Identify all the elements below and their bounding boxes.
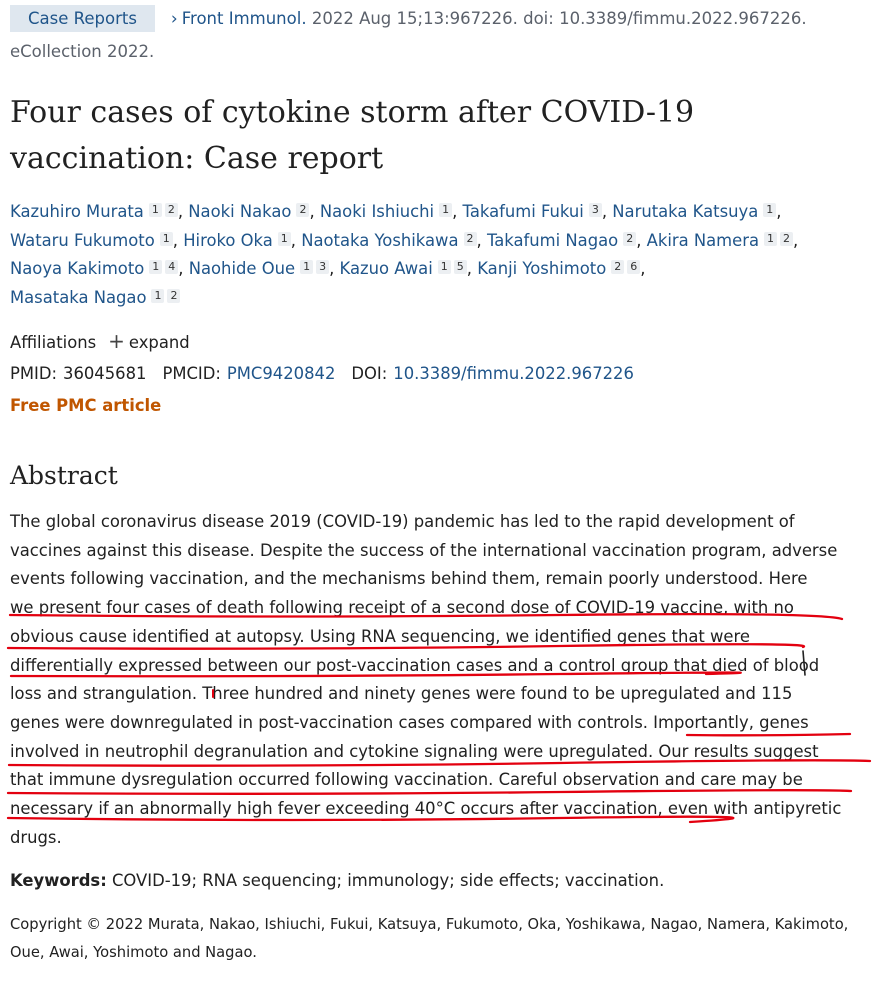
affiliation-badge[interactable]: 5	[454, 260, 467, 274]
affiliation-badge[interactable]: 2	[296, 203, 309, 217]
affiliation-badge[interactable]: 3	[316, 260, 329, 274]
abstract-line: involved in neutrophil degranulation and cytokine signaling were upregulated. Our results suggest	[10, 741, 819, 761]
author-link[interactable]: Naohide Oue	[188, 259, 296, 279]
author-separator: ,	[776, 202, 782, 221]
author-entry	[647, 231, 799, 250]
author-entry	[10, 259, 189, 278]
journal-link[interactable]: Front Immunol.	[181, 9, 307, 28]
affiliation-badge[interactable]: 1	[149, 203, 162, 217]
author-separator: ,	[329, 259, 340, 279]
author-entry	[183, 231, 301, 250]
doi-label: DOI:	[351, 364, 388, 383]
abstract-line: events following vaccination, and the mechanisms behind them, remain poorly understood. Here	[10, 569, 808, 589]
author-link[interactable]: Masataka Nagao	[10, 288, 147, 308]
expand-affiliations-button[interactable]	[96, 329, 190, 353]
author-separator: ,	[466, 259, 478, 279]
pmcid-link[interactable]: PMC9420842	[226, 364, 336, 383]
article-type-tag[interactable]: Case Reports	[10, 5, 155, 32]
abstract-line: differentially expressed between our post-vaccination cases and a control group that died of blood	[10, 655, 820, 675]
author-separator: ,	[476, 230, 487, 250]
affiliation-badge[interactable]: 2	[167, 289, 180, 303]
chevron-right-icon: ›	[170, 9, 178, 29]
author-separator: ,	[309, 202, 320, 221]
abstract-line: loss and strangulation. Three hundred and ninety genes were found to be upregulated and 115	[10, 684, 793, 704]
author-separator: ,	[640, 259, 646, 279]
author-entry	[487, 231, 647, 250]
author-link[interactable]: Narutaka Katsuya	[612, 202, 759, 221]
abstract-line: genes were downregulated in post-vaccination cases compared with controls. Importantly, genes	[10, 712, 809, 732]
author-separator: ,	[452, 202, 463, 221]
affiliation-badge[interactable]: 2	[780, 232, 793, 246]
affiliation-badge[interactable]: 1	[300, 260, 313, 274]
abstract-line: drugs.	[10, 827, 62, 847]
author-link[interactable]: Kazuhiro Murata	[10, 202, 144, 221]
keywords-row	[10, 869, 664, 893]
affiliation-badge[interactable]: 2	[464, 232, 477, 246]
author-entry	[463, 202, 613, 221]
affiliation-badge[interactable]: 1	[764, 232, 777, 246]
author-entry	[10, 231, 183, 250]
abstract-line: that immune dysregulation occurred following vaccination. Careful observation and care may be	[10, 770, 803, 790]
affiliation-badge[interactable]: 1	[439, 203, 452, 217]
author-separator: ,	[178, 259, 189, 279]
affiliations-row	[10, 329, 190, 355]
affiliations-label: Affiliations	[10, 333, 97, 352]
author-separator: ,	[177, 202, 189, 221]
ecollection-text: eCollection 2022.	[10, 42, 155, 61]
abstract-heading: Abstract	[10, 461, 118, 490]
author-entry	[10, 288, 180, 307]
abstract-line: we present four cases of death following receipt of a second dose of COVID-19 vaccine, with no	[10, 598, 794, 618]
affiliation-badge[interactable]: 1	[278, 232, 291, 246]
author-entry	[477, 259, 645, 278]
author-list	[10, 198, 870, 313]
affiliation-badge[interactable]: 2	[611, 260, 624, 274]
affiliation-badge[interactable]: 6	[627, 260, 640, 274]
author-entry	[340, 259, 478, 278]
author-link[interactable]: Hiroko Oka	[183, 230, 273, 250]
abstract-text	[10, 508, 876, 852]
author-link[interactable]: Naotaka Yoshikawa	[301, 230, 459, 250]
plus-icon: +	[108, 329, 125, 353]
abstract-line: necessary if an abnormally high fever exceeding 40°C occurs after vaccination, even with antipyretic	[10, 799, 842, 819]
citation-text: 2022 Aug 15;13:967226. doi: 10.3389/fimmu.2022.967226.	[311, 9, 807, 28]
pmid-label: PMID:	[10, 364, 58, 383]
author-separator: ,	[636, 230, 647, 250]
author-link[interactable]: Wataru Fukumoto	[10, 230, 155, 250]
author-entry	[301, 231, 487, 250]
author-link[interactable]: Kazuo Awai	[339, 259, 433, 279]
author-link[interactable]: Naoki Ishiuchi	[319, 202, 435, 221]
author-separator: ,	[601, 202, 613, 221]
affiliation-badge[interactable]: 3	[589, 203, 602, 217]
author-separator: ,	[793, 230, 799, 250]
abstract-line: The global coronavirus disease 2019 (COVID-19) pandemic has led to the rapid development of	[10, 512, 795, 531]
keywords-text: COVID-19; RNA sequencing; immunology; side effects; vaccination.	[111, 871, 665, 890]
abstract-line: vaccines against this disease. Despite the success of the international vaccination program, adverse	[10, 540, 838, 560]
abstract-line: obvious cause identified at autopsy. Using RNA sequencing, we identified genes that were	[10, 626, 750, 646]
author-entry	[188, 202, 320, 221]
pmcid-label: PMCID:	[162, 364, 221, 383]
citation-header	[10, 4, 874, 64]
author-link[interactable]: Naoya Kakimoto	[10, 259, 145, 279]
doi-link[interactable]: 10.3389/fimmu.2022.967226	[393, 364, 634, 383]
keywords-label: Keywords:	[10, 871, 107, 890]
expand-label: expand	[128, 333, 190, 352]
author-link[interactable]: Kanji Yoshimoto	[477, 259, 607, 279]
affiliation-badge[interactable]: 1	[151, 289, 164, 303]
article-title: Four cases of cytokine storm after COVID-19 vaccination: Case report	[10, 95, 695, 176]
author-link[interactable]: Takafumi Nagao	[486, 230, 619, 250]
author-entry	[612, 202, 781, 221]
author-link[interactable]: Naoki Nakao	[188, 202, 292, 221]
author-link[interactable]: Takafumi Fukui	[462, 202, 584, 221]
free-pmc-article-link[interactable]: Free PMC article	[10, 396, 162, 415]
identifiers-row	[10, 362, 634, 386]
author-link[interactable]: Akira Namera	[646, 230, 760, 250]
author-entry	[10, 202, 188, 221]
pmid-value: 36045681	[63, 364, 147, 383]
affiliation-badge[interactable]: 4	[165, 260, 178, 274]
author-separator: ,	[172, 230, 184, 250]
affiliation-badge[interactable]: 2	[165, 203, 178, 217]
copyright-text: Copyright © 2022 Murata, Nakao, Ishiuchi, Fukui, Katsuya, Fukumoto, Oka, Yoshikawa, Nagao, Namera, Kakimoto, Oue, Awai, Yoshimoto and Nagao.	[10, 916, 849, 961]
affiliation-badge[interactable]: 1	[763, 203, 776, 217]
affiliation-badge[interactable]: 2	[623, 232, 636, 246]
author-separator: ,	[290, 230, 302, 250]
affiliation-badge[interactable]: 1	[160, 232, 173, 246]
affiliation-badge[interactable]: 1	[438, 260, 451, 274]
author-entry	[320, 202, 463, 221]
author-entry	[189, 259, 340, 278]
affiliation-badge[interactable]: 1	[149, 260, 162, 274]
